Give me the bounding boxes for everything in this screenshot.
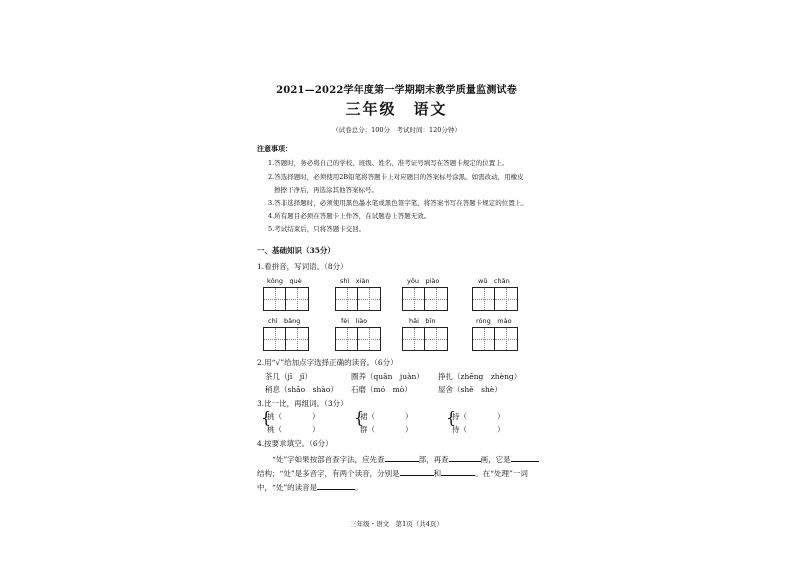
writing-grid[interactable] [335,287,381,311]
question-4-label: 4.按要求填空。（6分） [257,439,333,448]
writing-grid[interactable] [402,327,448,351]
reading-choice[interactable]: 挣扎（zhēng zhèng） [438,372,522,381]
reading-choice[interactable]: 茶几（jī jǐ） [265,372,312,381]
page-footer: 三年级・语文 第1页（共4页） [350,520,443,528]
reading-choice[interactable]: 石磨（mó mò） [351,385,412,394]
answer-blank[interactable] [385,453,419,462]
pinyin-label: shì xiàn [340,277,370,285]
fill-text: 部，再查 [418,455,449,464]
fill-paragraph-line [257,467,528,479]
subject-title: 三年级 语文 [345,100,448,118]
writing-grid[interactable] [472,287,518,311]
fill-paragraph-line [257,481,363,493]
exam-title: 2021—2022学年度第一学期期末教学质量监测试卷 [276,85,517,96]
answer-blank[interactable] [400,467,434,476]
compare-word-input[interactable]: 侍（ ） [452,425,505,434]
writing-grid[interactable] [402,287,448,311]
brace-mark: { [354,408,365,427]
answer-blank[interactable] [449,453,481,462]
fill-text: 。在“处理”一词 [475,469,528,478]
brace-mark: { [261,408,272,427]
notes-heading: 注意事项： [257,144,292,153]
writing-grid[interactable] [263,327,309,351]
exam-meta: （试卷总分：100分 考试时间：120分钟） [332,126,461,134]
note-item: 2.答选择题时，必须使用2B铅笔将答题卡上对应题目的答案标号涂黑。如需改动，用橡皮 [268,173,524,181]
compare-word-input[interactable]: 群（ ） [360,425,413,434]
note-item: 擦擦干净后，再选涂其他答案标号。 [274,186,378,194]
note-item: 5.考试结束后，只将答题卡交回。 [268,225,366,233]
reading-choice[interactable]: 屋舍（shě shè） [438,385,502,394]
question-2-label: 2.用“√”给加点字选择正确的读音。（6分） [257,358,398,367]
question-1-label: 1.看拼音，写词语。（8分） [257,262,348,271]
fill-paragraph-line [272,453,539,465]
writing-grid[interactable] [472,327,518,351]
reading-choice[interactable]: 稍息（shāo shào） [265,385,338,394]
writing-grid[interactable] [335,327,381,351]
compare-word-input[interactable]: 持（ ） [452,412,505,421]
question-3-label: 3.比一比，再组词。（3分） [257,399,348,408]
writing-grid[interactable] [263,287,309,311]
note-item: 4.所有题目必须在答题卡上作答，在试题卷上答题无效。 [268,212,431,220]
pinyin-label: yōu piào [407,277,440,285]
pinyin-label: róng mào [476,317,512,325]
brace-mark: { [446,408,457,427]
note-item: 1.答题时，务必将自己的学校、班级、姓名、准考证号填写在答题卡规定的位置上。 [268,159,509,167]
pinyin-label: fèi liào [341,317,368,325]
compare-word-input[interactable]: 桃（ ） [267,425,320,434]
reading-choice[interactable]: 圈养（quān juàn） [351,372,424,381]
answer-blank[interactable] [441,467,475,476]
fill-text: “处”字如果按部首查字法，应先查 [272,455,385,464]
compare-word-input[interactable]: 裙（ ） [360,412,413,421]
answer-blank[interactable] [511,453,539,462]
compare-word-input[interactable]: 挑（ ） [267,412,320,421]
fill-text: 和 [433,469,442,478]
fill-text: 结构；“处”是多音字，有两个读音，分别是 [257,469,400,478]
pinyin-label: chì bǎng [268,317,301,325]
answer-blank[interactable] [317,481,355,490]
fill-text: 。 [355,483,363,492]
section-title: 一、基础知识（35分） [257,246,335,255]
pinyin-label: hǎi bīn [409,317,436,325]
note-item: 3.答非选择题时，必须使用黑色墨水笔或黑色签字笔，将答案书写在答题卡规定的位置上。 [268,199,528,207]
pinyin-label: kǒng què [267,277,302,285]
pinyin-label: wǔ chǎn [478,277,510,285]
fill-text: 中，“处”的读音是 [257,483,318,492]
fill-text: 画，它是 [480,455,511,464]
